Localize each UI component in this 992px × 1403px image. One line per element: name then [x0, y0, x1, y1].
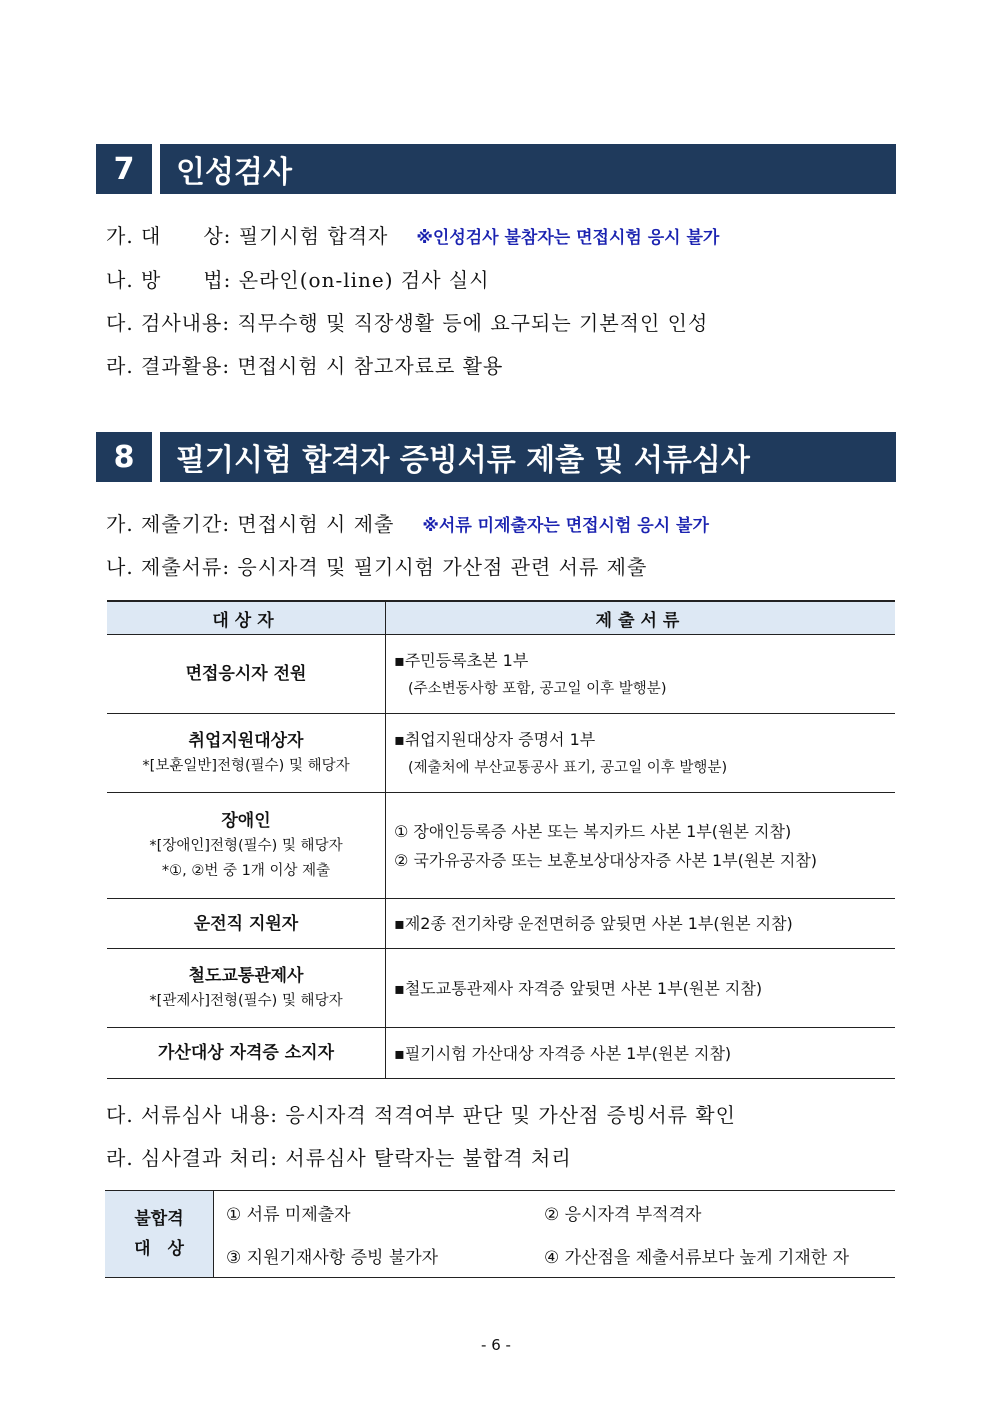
line-text: 가. 대 상: 필기시험 합격자	[106, 224, 389, 248]
documents-cell	[386, 1028, 896, 1079]
target-note: *[관제사]전형(필수) 및 해당자	[149, 992, 343, 1009]
section-8-number: 8	[96, 432, 152, 482]
documents-cell	[386, 714, 896, 793]
table-row	[107, 949, 895, 1028]
document-item: ▪취업지원대상자 증명서 1부	[394, 729, 596, 749]
disqualification-item: ② 응시자격 부적격자	[544, 1205, 702, 1225]
target-note: *[보훈일반]전형(필수) 및 해당자	[142, 757, 350, 774]
label-line: 불합격	[134, 1209, 184, 1229]
table-row	[107, 635, 895, 714]
table-header-row	[107, 601, 895, 635]
document-item: ▪철도교통관제사 자격증 앞뒷면 사본 1부(원본 지참)	[394, 978, 763, 998]
target-name: 취업지원대상자	[188, 730, 304, 751]
target-note: *[장애인]전형(필수) 및 해당자	[149, 837, 343, 854]
target-cell	[107, 949, 386, 1028]
target-name: 면접응시자 전원	[185, 664, 307, 684]
section-7-line-d: 라. 결과활용: 면접시험 시 참고자료로 활용	[106, 354, 504, 378]
section-7-title: 인성검사	[160, 144, 896, 194]
table-row	[107, 899, 895, 949]
target-cell	[107, 1028, 386, 1079]
documents-cell	[386, 793, 896, 899]
documents-table	[107, 600, 895, 1079]
target-cell	[107, 899, 386, 949]
target-cell	[107, 635, 386, 714]
target-cell	[107, 714, 386, 793]
target-name: 가산대상 자격증 소지자	[157, 1043, 335, 1063]
disqualification-item: ③ 지원기재사항 증빙 불가자	[226, 1248, 439, 1268]
target-cell	[107, 793, 386, 899]
section-8-line-b: 나. 제출서류: 응시자격 및 필기시험 가산점 관련 서류 제출	[106, 555, 648, 579]
document-note: (주소변동사항 포함, 공고일 이후 발행분)	[408, 680, 667, 697]
warning-note: ※서류 미제출자는 면접시험 응시 불가	[422, 516, 709, 536]
document-item: ▪주민등록초본 1부	[394, 650, 529, 670]
section-8-line-c: 다. 서류심사 내용: 응시자격 적격여부 판단 및 가산점 증빙서류 확인	[106, 1103, 736, 1127]
disqualification-item: ① 서류 미제출자	[226, 1205, 351, 1225]
section-7-number: 7	[96, 144, 152, 194]
table-row	[107, 793, 895, 899]
page-number: - 6 -	[481, 1336, 511, 1354]
table-row	[105, 1234, 895, 1278]
section-8-title: 필기시험 합격자 증빙서류 제출 및 서류심사	[160, 432, 896, 482]
table-row	[107, 714, 895, 793]
section-8-line-a	[106, 508, 709, 537]
line-text: 가. 제출기간: 면접시험 시 제출	[106, 512, 395, 536]
documents-cell	[386, 635, 896, 714]
document-item: ② 국가유공자증 또는 보훈보상대상자증 사본 1부(원본 지참)	[394, 850, 818, 870]
header-documents: 제출서류	[386, 601, 896, 635]
document-item: ▪필기시험 가산대상 자격증 사본 1부(원본 지참)	[394, 1043, 732, 1063]
documents-cell	[386, 899, 896, 949]
document-item: ▪제2종 전기차량 운전면허증 앞뒷면 사본 1부(원본 지참)	[394, 914, 793, 933]
section-8-header	[96, 432, 896, 482]
table-row	[105, 1191, 895, 1235]
table-row	[107, 1028, 895, 1079]
disqualification-label	[105, 1191, 214, 1278]
section-7-line-a	[106, 220, 719, 249]
section-7-line-c: 다. 검사내용: 직무수행 및 직장생활 등에 요구되는 기본적인 인성	[106, 311, 709, 335]
section-7-line-b: 나. 방 법: 온라인(on-line) 검사 실시	[106, 268, 490, 292]
label-line: 대 상	[134, 1239, 184, 1259]
target-name: 운전직 지원자	[193, 913, 299, 934]
document-note: (제출처에 부산교통공사 표기, 공고일 이후 발행분)	[408, 759, 728, 776]
target-note: *①, ②번 중 1개 이상 제출	[161, 862, 331, 879]
warning-note: ※인성검사 불참자는 면접시험 응시 불가	[416, 228, 720, 248]
disqualification-item: ④ 가산점을 제출서류보다 높게 기재한 자	[544, 1248, 850, 1268]
target-name: 장애인	[221, 810, 271, 831]
section-7-header	[96, 144, 896, 194]
disqualification-table	[105, 1190, 895, 1278]
header-target: 대상자	[107, 601, 386, 635]
section-8-line-d: 라. 심사결과 처리: 서류심사 탈락자는 불합격 처리	[106, 1146, 572, 1170]
documents-cell	[386, 949, 896, 1028]
document-item: ① 장애인등록증 사본 또는 복지카드 사본 1부(원본 지참)	[394, 821, 792, 841]
target-name: 철도교통관제사	[188, 965, 304, 986]
